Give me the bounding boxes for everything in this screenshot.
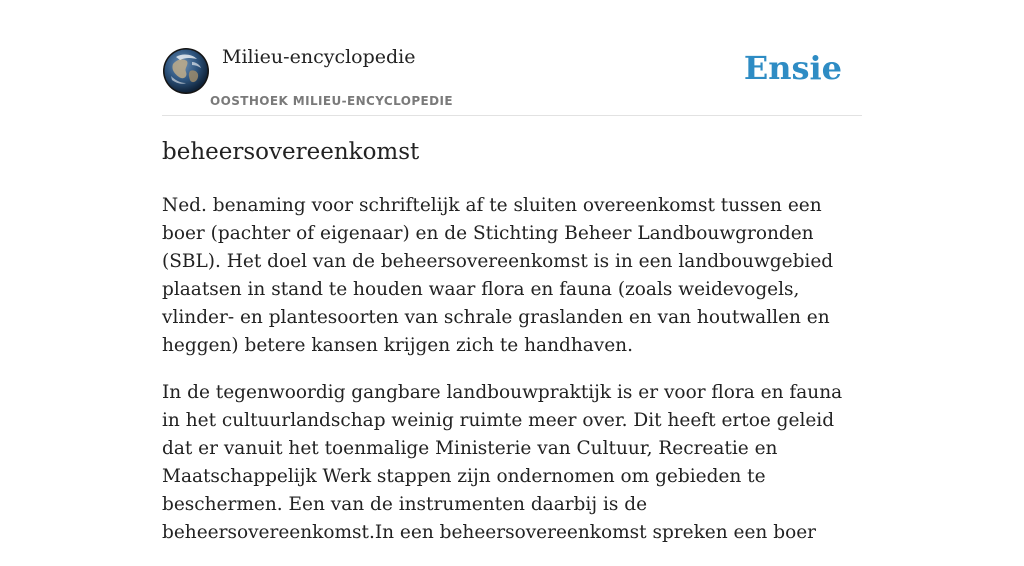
site-name[interactable]: Milieu-encyclopedie [222,46,416,68]
brand-logo[interactable]: Ensie [743,49,842,87]
site-subtitle[interactable]: OOSTHOEK MILIEU-ENCYCLOPEDIE [210,94,453,108]
article-paragraph: In de tegenwoordig gangbare landbouwpraktijk is er voor flora en fauna in het cultuurlandschap weinig ruimte meer over. Dit heeft ertoe geleid dat er vanuit het toenmalige Ministerie van Cultuur, Recreatie en Maatschappelijk Werk stappen zijn ondernomen om gebieden te beschermen. Een van de instrumenten daarbij is de beheersovereenkomst.In een beheersovereenkomst spreken een boer [162,382,843,543]
article-body [162,192,862,566]
earth-globe-icon[interactable] [162,47,210,95]
article-title: beheersovereenkomst [162,139,420,165]
header-divider [162,115,862,116]
article-paragraph: Ned. benaming voor schriftelijk af te sluiten overeenkomst tussen een boer (pachter of eigenaar) en de Stichting Beheer Landbouwgronden (SBL). Het doel van de beheersovereenkomst is in een landbouwgebied plaatsen in stand te houden waar flora en fauna (zoals weidevogels, vlinder- en plantesoorten van schrale graslanden en van houtwallen en heggen) betere kansen krijgen zich te handhaven. [162,195,834,356]
site-header [162,44,862,116]
